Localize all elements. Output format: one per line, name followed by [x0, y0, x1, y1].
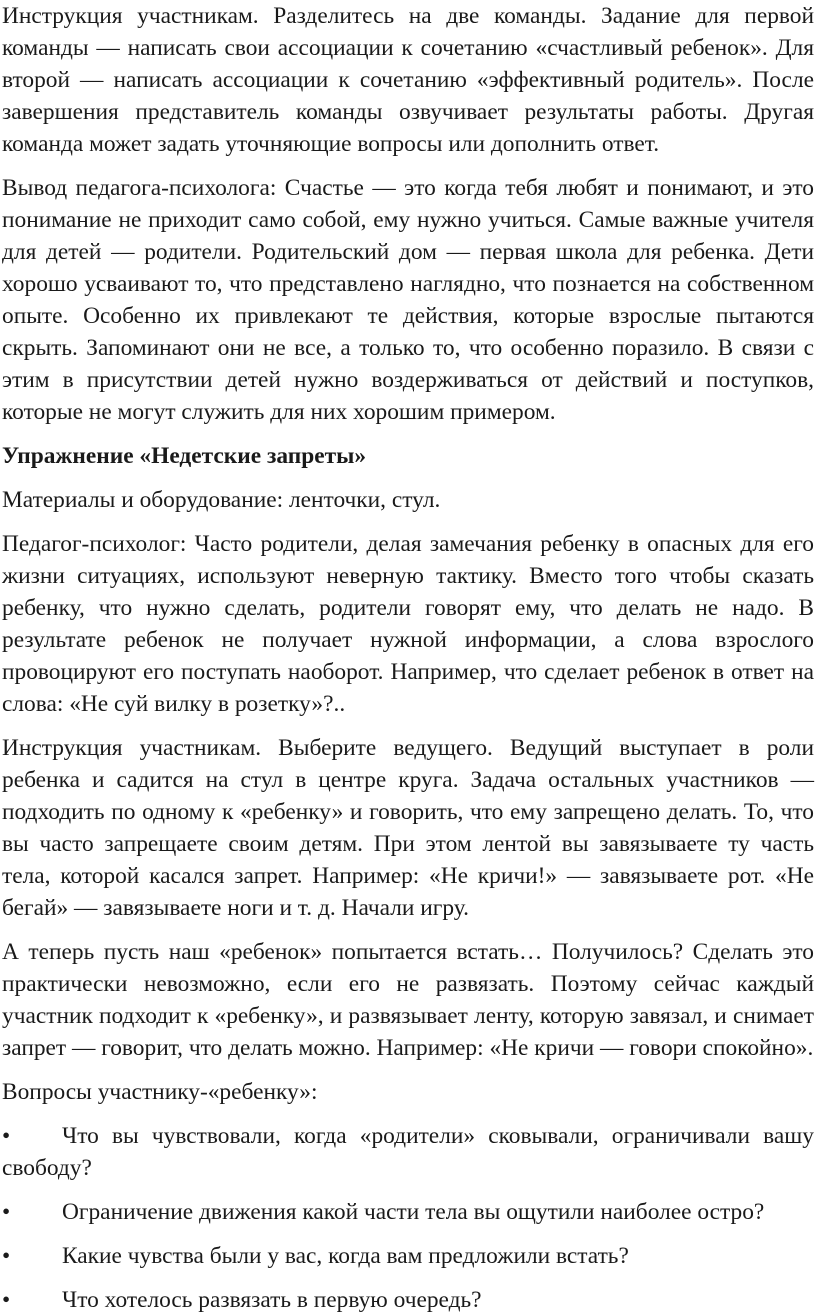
- question-list-item: [2, 1120, 814, 1184]
- question-text: Что хотелось развязать в первую очередь?: [62, 1287, 482, 1313]
- paragraph-psychologist-conclusion: Вывод педагога-психолога: Счастье — это когда тебя любят и понимают, и это понимание не приходит само собой, ему нужно учиться. Самые важные учителя для детей — родители. Родительский дом — первая школа для ребенка. Дети хорошо усваивают то, что представлено наглядно, что познается на собственном опыте. Особенно их привлекают те действия, которые взрослые пытаются скрыть. Запоминают они не все, а только то, что особенно поразило. В связи с этим в присутствии детей нужно воздерживаться от действий и поступков, которые не могут служить для них хорошим примером.: [2, 175, 814, 425]
- bullet-marker: •: [2, 1287, 11, 1313]
- paragraph-psychologist-intro: Педагог-психолог: Часто родители, делая замечания ребенку в опасных для его жизни ситуациях, используют неверную тактику. Вместо того чтобы сказать ребенку, что нужно сделать, родители говорят ему, что делать не надо. В результате ребенок не получает нужной информации, а слова взрослого провоцируют его поступать наоборот. Например, что сделает ребенок в ответ на слова: «Не суй вилку в розетку»?..: [2, 531, 814, 717]
- paragraph-instruction-teams: Инструкция участникам. Разделитесь на две команды. Задание для первой команды — написать свои ассоциации к сочетанию «счастливый ребенок». Для второй — написать ассоциации к сочетанию «эффективный родитель». После завершения представитель команды озвучивает результаты работы. Другая команда может задать уточняющие вопросы или дополнить ответ.: [2, 3, 814, 157]
- paragraph-questions-intro: Вопросы участнику-«ребенку»:: [2, 1079, 318, 1105]
- bullet-marker: •: [2, 1123, 11, 1149]
- paragraph-materials: Материалы и оборудование: ленточки, стул.: [2, 487, 441, 513]
- bullet-marker: •: [2, 1199, 11, 1225]
- paragraph-child-stand-up: А теперь пусть наш «ребенок» попытается встать… Получилось? Сделать это практически невозможно, если его не развязать. Поэтому сейчас каждый участник подходит к «ребенку», и развязывает ленту, которую завязал, и снимает запрет — говорит, что делать можно. Например: «Не кричи — говори спокойно».: [2, 939, 814, 1061]
- bullet-marker: •: [2, 1243, 11, 1269]
- question-list-item: [2, 1196, 814, 1228]
- paragraph-instruction-leader: Инструкция участникам. Выберите ведущего. Ведущий выступает в роли ребенка и садится на стул в центре круга. Задача остальных участников — подходить по одному к «ребенку» и говорить, что ему запрещено делать. То, что вы часто запрещаете своим детям. При этом лентой вы завязываете ту часть тела, которой касался запрет. Например: «Не кричи!» — завязываете рот. «Не бегай» — завязываете ноги и т. д. Начали игру.: [2, 735, 814, 921]
- exercise-heading: Упражнение «Недетские запреты»: [2, 443, 367, 469]
- question-text: Какие чувства были у вас, когда вам предложили встать?: [62, 1243, 629, 1269]
- question-text: Что вы чувствовали, когда «родители» сковывали, ограничивали вашу свободу?: [2, 1123, 814, 1181]
- question-list-item: [2, 1240, 814, 1272]
- question-text: Ограничение движения какой части тела вы ощутили наиболее остро?: [62, 1199, 765, 1225]
- question-list-item: [2, 1284, 814, 1316]
